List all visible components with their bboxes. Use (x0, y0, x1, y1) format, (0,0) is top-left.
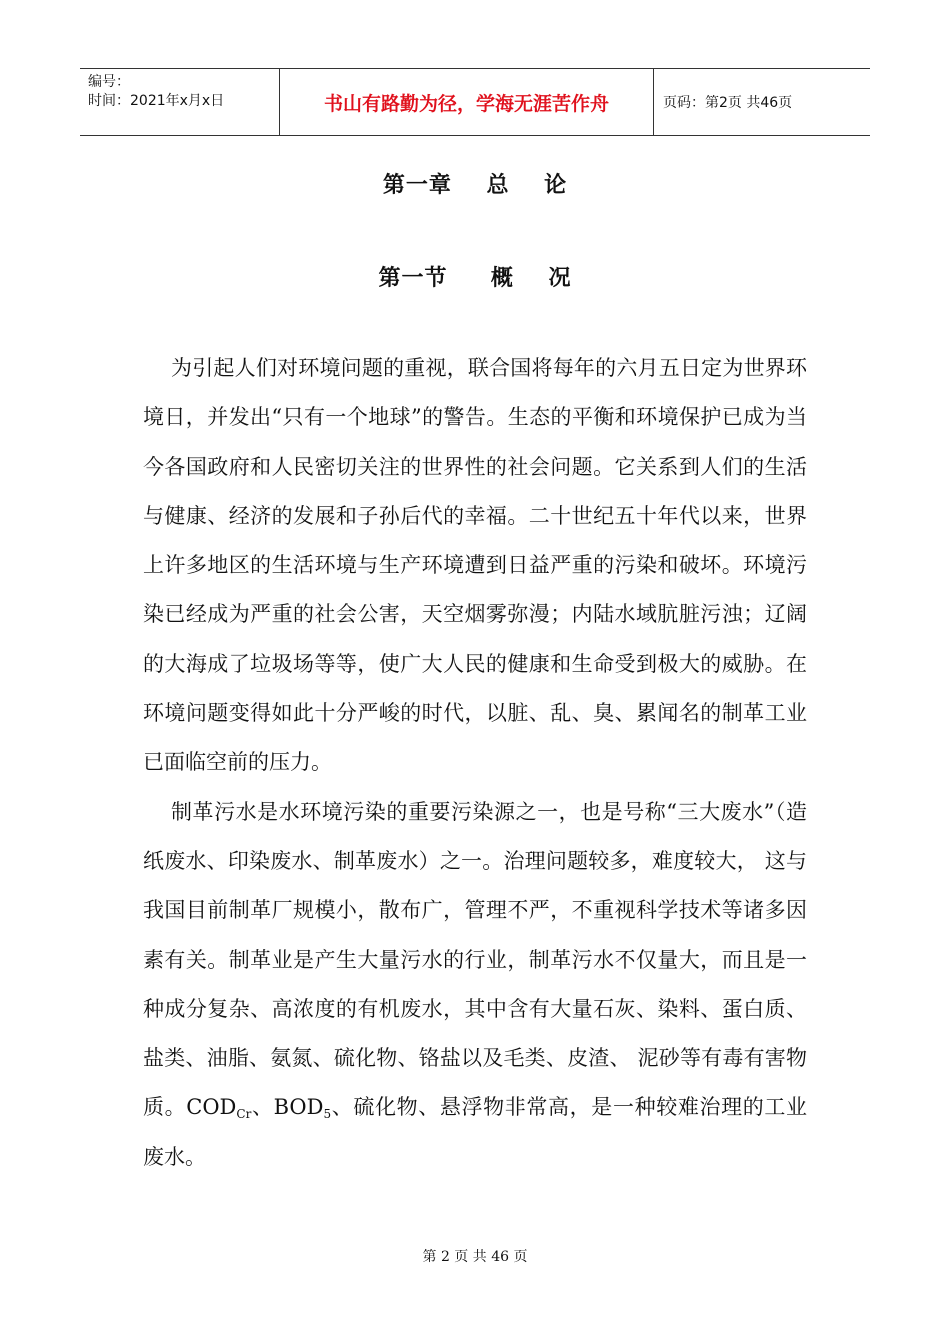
document-number-label: 编号： (88, 74, 130, 90)
paragraph-2-start: 制革污水是水环境污染的重要污染源之一，也是号称“三大废水”（造纸废水、印染废水、制革废水）之一。治理问题较多，难度较大， 这与我国目前制革厂规模小，散布广，管理不严，不重视科学技术等诸多因素有关。制革业是产生大量污水的行业，制革污水不仅量大，而且是一种成分复杂、高浓度的有机废水，其中含有大量石灰、染料、蛋白质、盐类、油脂、氨氮、硫化物、铬盐以及毛类、皮渣、 泥砂等有毒有害物质。 (143, 799, 807, 1120)
header-motto: 书山有路勤为径，学海无涯苦作舟 (323, 92, 609, 115)
section-title: 第一节 概 况 (378, 266, 572, 291)
header-page-info: 页码：第2页 共46页 (663, 95, 793, 111)
header-meta-cell (80, 69, 280, 135)
separator: 、 (251, 1095, 274, 1120)
header-motto-cell (280, 69, 654, 135)
header-table (80, 68, 870, 136)
paragraph-2-end: 、硫化物、悬浮物非常高，是一种较难治理的工业废水。 (143, 1095, 808, 1169)
cod-label: COD (186, 1095, 237, 1120)
bod-subscript: 5 (323, 1107, 332, 1122)
header-page-cell (654, 69, 870, 135)
paragraph-2 (143, 788, 807, 1182)
paragraph-1: 为引起人们对环境问题的重视，联合国将每年的六月五日定为世界环境日，并发出“只有一个地球”的警告。生态的平衡和环境保护已成为当今各国政府和人民密切关注的世界性的社会问题。它关系到人们的生活与健康、经济的发展和子孙后代的幸福。二十世纪五十年代以来，世界上许多地区的生活环境与生产环境遭到日益严重的污染和破坏。环境污染已经成为严重的社会公害，天空烟雾弥漫；内陆水域肮脏污浊；辽阔的大海成了垃圾场等等，使广大人民的健康和生命受到极大的威胁。在环境问题变得如此十分严峻的时代，以脏、乱、臭、累闻名的制革工业已面临空前的压力。 (143, 356, 807, 775)
body-text (143, 344, 807, 1182)
page-footer: 第 2 页 共 46 页 (422, 1249, 528, 1265)
document-time-label: 时间：2021年x月x日 (88, 93, 225, 109)
chapter-title: 第一章 总 论 (382, 173, 568, 198)
cod-subscript: Cr (236, 1107, 252, 1122)
bod-label: BOD (273, 1095, 324, 1120)
